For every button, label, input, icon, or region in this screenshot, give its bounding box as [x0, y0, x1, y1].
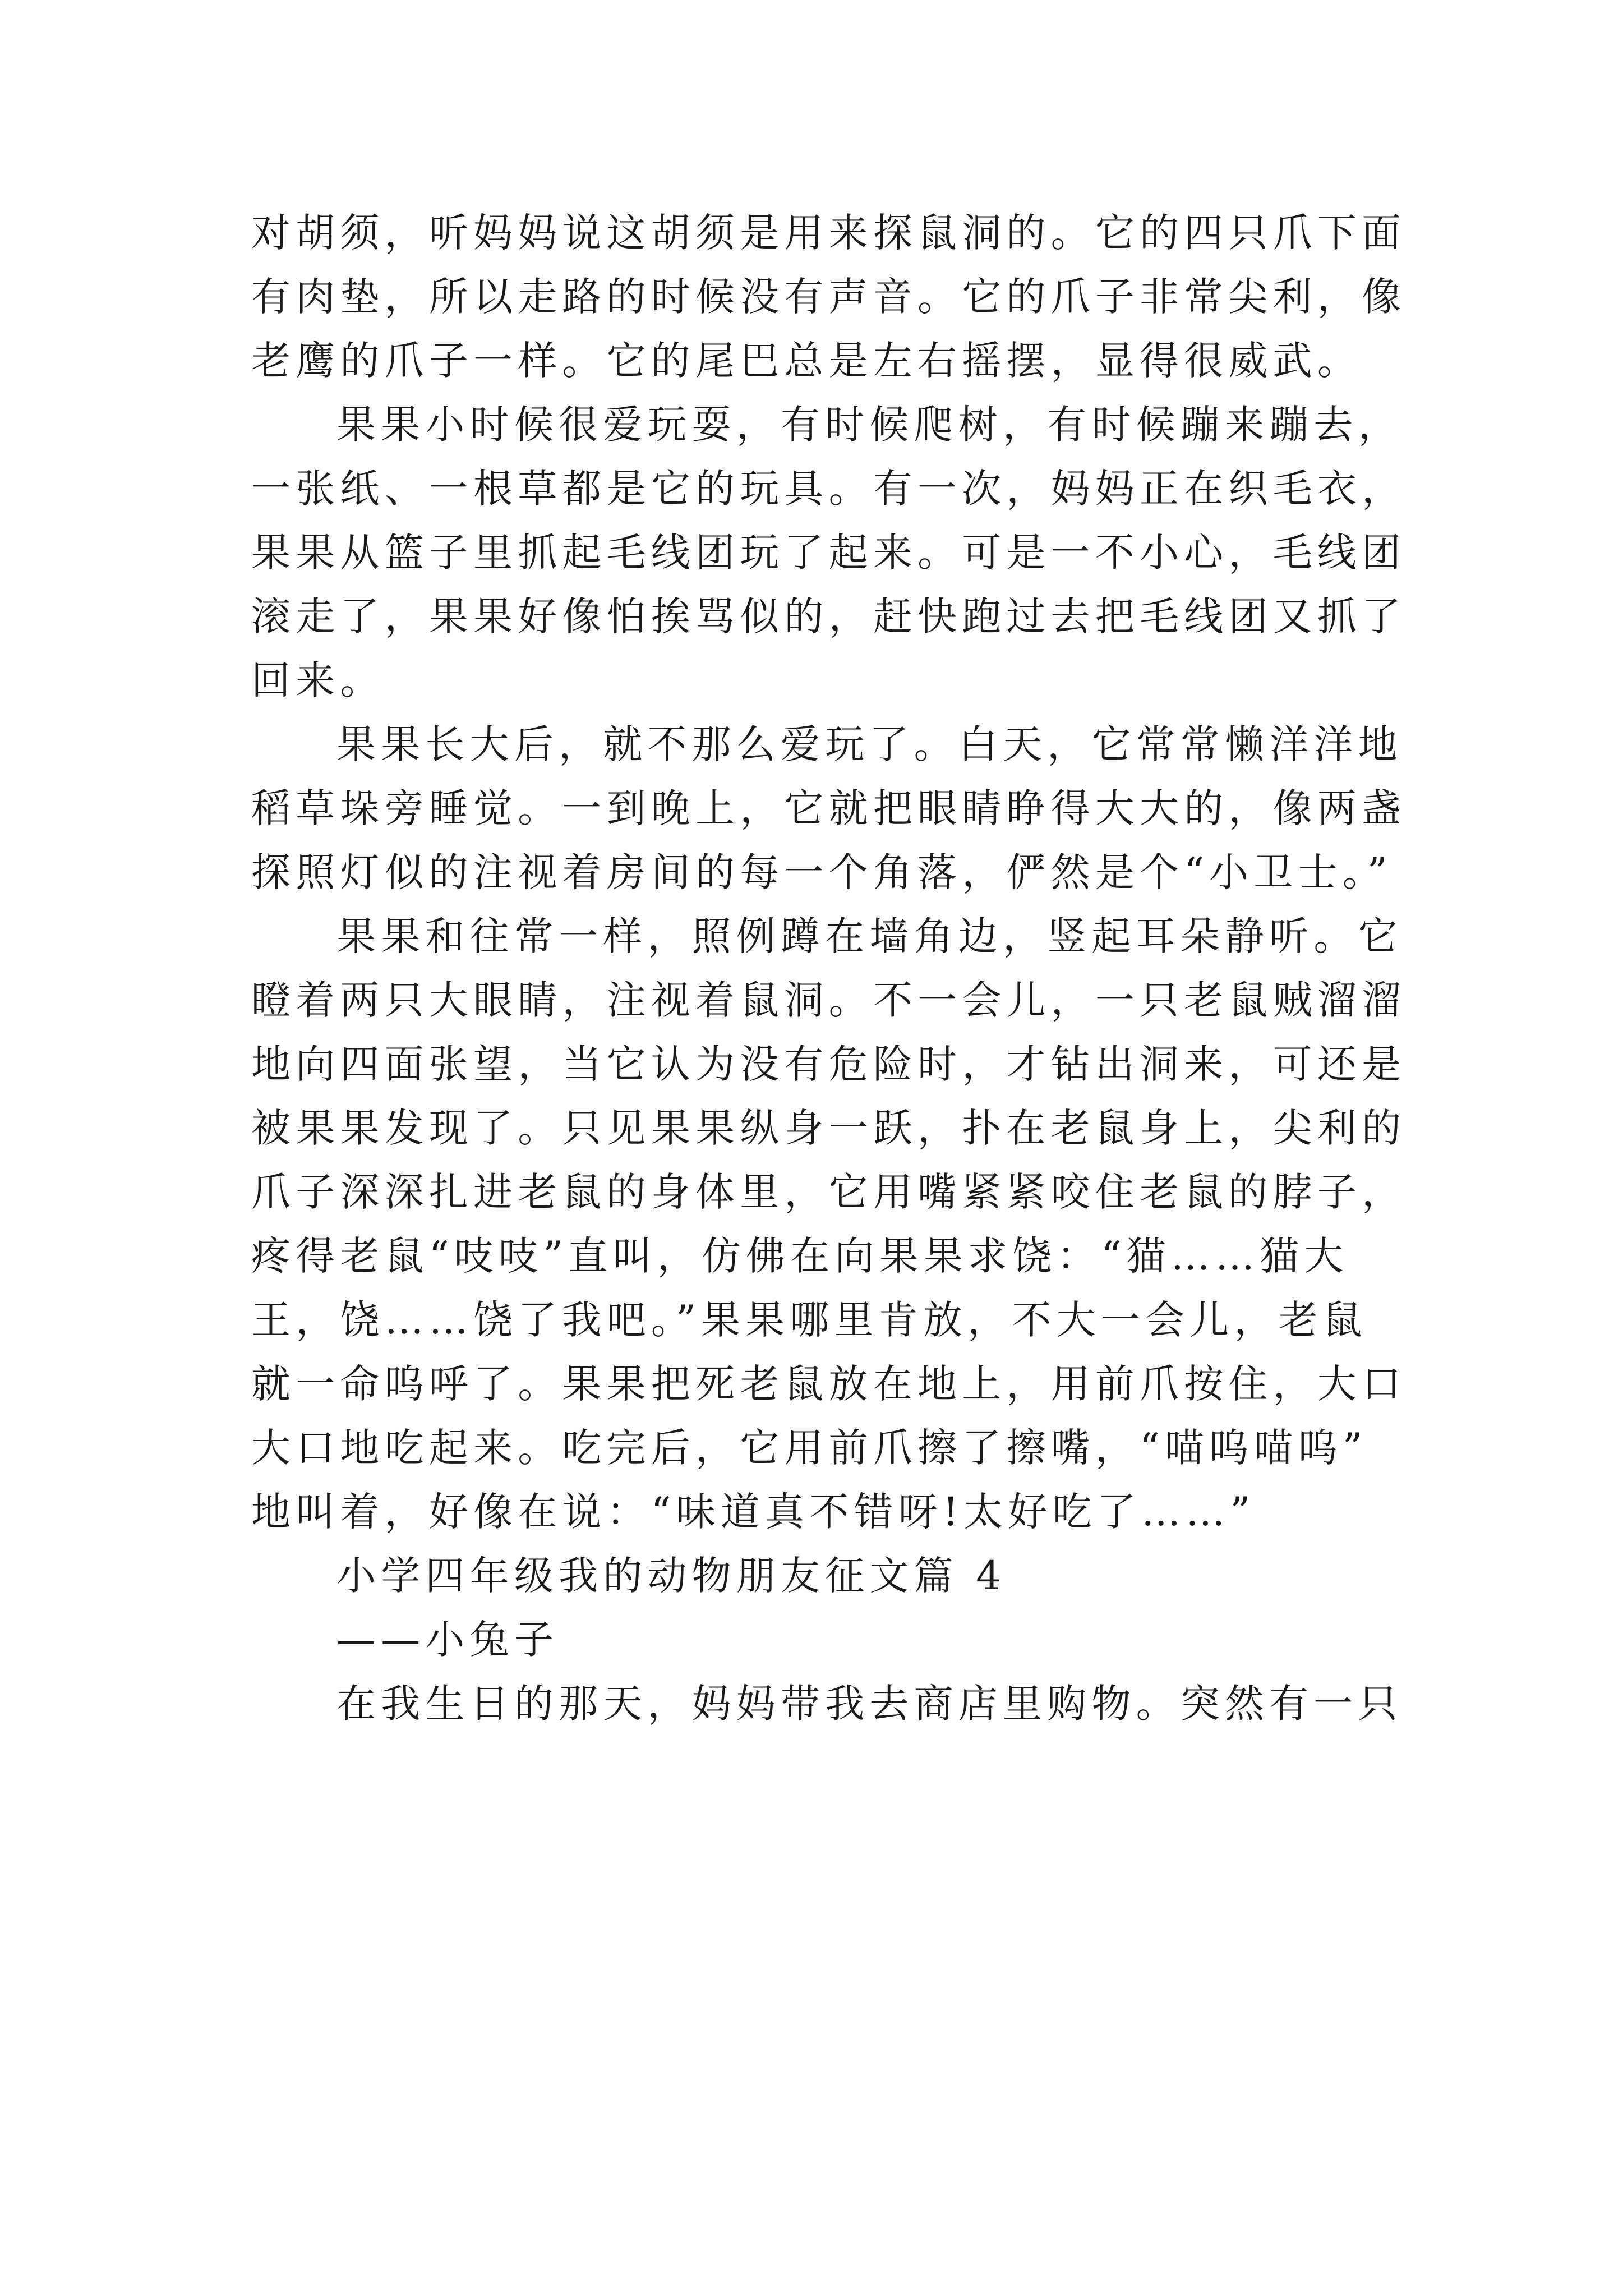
text-line: 瞪着两只大眼睛，注视着鼠洞。不一会儿，一只老鼠贼溜溜 [251, 977, 1407, 1023]
paragraph-start-line: 在我生日的那天，妈妈带我去商店里购物。突然有一只 [336, 1681, 1403, 1727]
text-line: 对胡须，听妈妈说这胡须是用来探鼠洞的。它的四只爪下面 [251, 210, 1407, 256]
text-line: 地向四面张望，当它认为没有危险时，才钻出洞来，可还是 [251, 1041, 1407, 1087]
text-line: 就一命呜呼了。果果把死老鼠放在地上，用前爪按住，大口 [251, 1361, 1407, 1407]
section-subtitle: ——小兔子 [336, 1617, 559, 1663]
text-line: 地叫着，好像在说：“味道真不错呀!太好吃了……” [251, 1489, 1256, 1535]
text-line: 被果果发现了。只见果果纵身一跃，扑在老鼠身上，尖利的 [251, 1105, 1407, 1151]
paragraph-start-line: 果果小时候很爱玩耍，有时候爬树，有时候蹦来蹦去， [336, 402, 1403, 448]
text-line: 疼得老鼠“吱吱”直叫，仿佛在向果果求饶：“猫……猫大 [251, 1233, 1349, 1279]
text-line: 探照灯似的注视着房间的每一个角落，俨然是个“小卫士。” [251, 849, 1393, 895]
text-line: 大口地吃起来。吃完后，它用前爪擦了擦嘴，“喵呜喵呜” [251, 1425, 1368, 1471]
text-line: 爪子深深扎进老鼠的身体里，它用嘴紧紧咬住老鼠的脖子， [251, 1169, 1407, 1215]
text-line: 稻草垛旁睡觉。一到晚上，它就把眼睛睁得大大的，像两盏 [251, 785, 1407, 831]
text-line: 滚走了，果果好像怕挨骂似的，赶快跑过去把毛线团又抓了 [251, 593, 1407, 639]
paragraph-start-line: 果果长大后，就不那么爱玩了。白天，它常常懒洋洋地 [336, 721, 1403, 767]
text-line: 老鹰的爪子一样。它的尾巴总是左右摇摆，显得很威武。 [251, 338, 1362, 384]
text-line: 一张纸、一根草都是它的玩具。有一次，妈妈正在织毛衣， [251, 466, 1407, 512]
text-line: 有肉垫，所以走路的时候没有声音。它的爪子非常尖利，像 [251, 274, 1407, 320]
section-heading: 小学四年级我的动物朋友征文篇 4 [336, 1553, 1006, 1599]
paragraph-start-line: 果果和往常一样，照例蹲在墙角边，竖起耳朵静听。它 [336, 913, 1403, 959]
text-line: 果果从篮子里抓起毛线团玩了起来。可是一不小心，毛线团 [251, 530, 1407, 576]
article-body [251, 201, 1407, 1736]
text-line: 王，饶……饶了我吧。”果果哪里肯放，不大一会儿，老鼠 [251, 1297, 1367, 1343]
text-line: 回来。 [251, 657, 385, 703]
